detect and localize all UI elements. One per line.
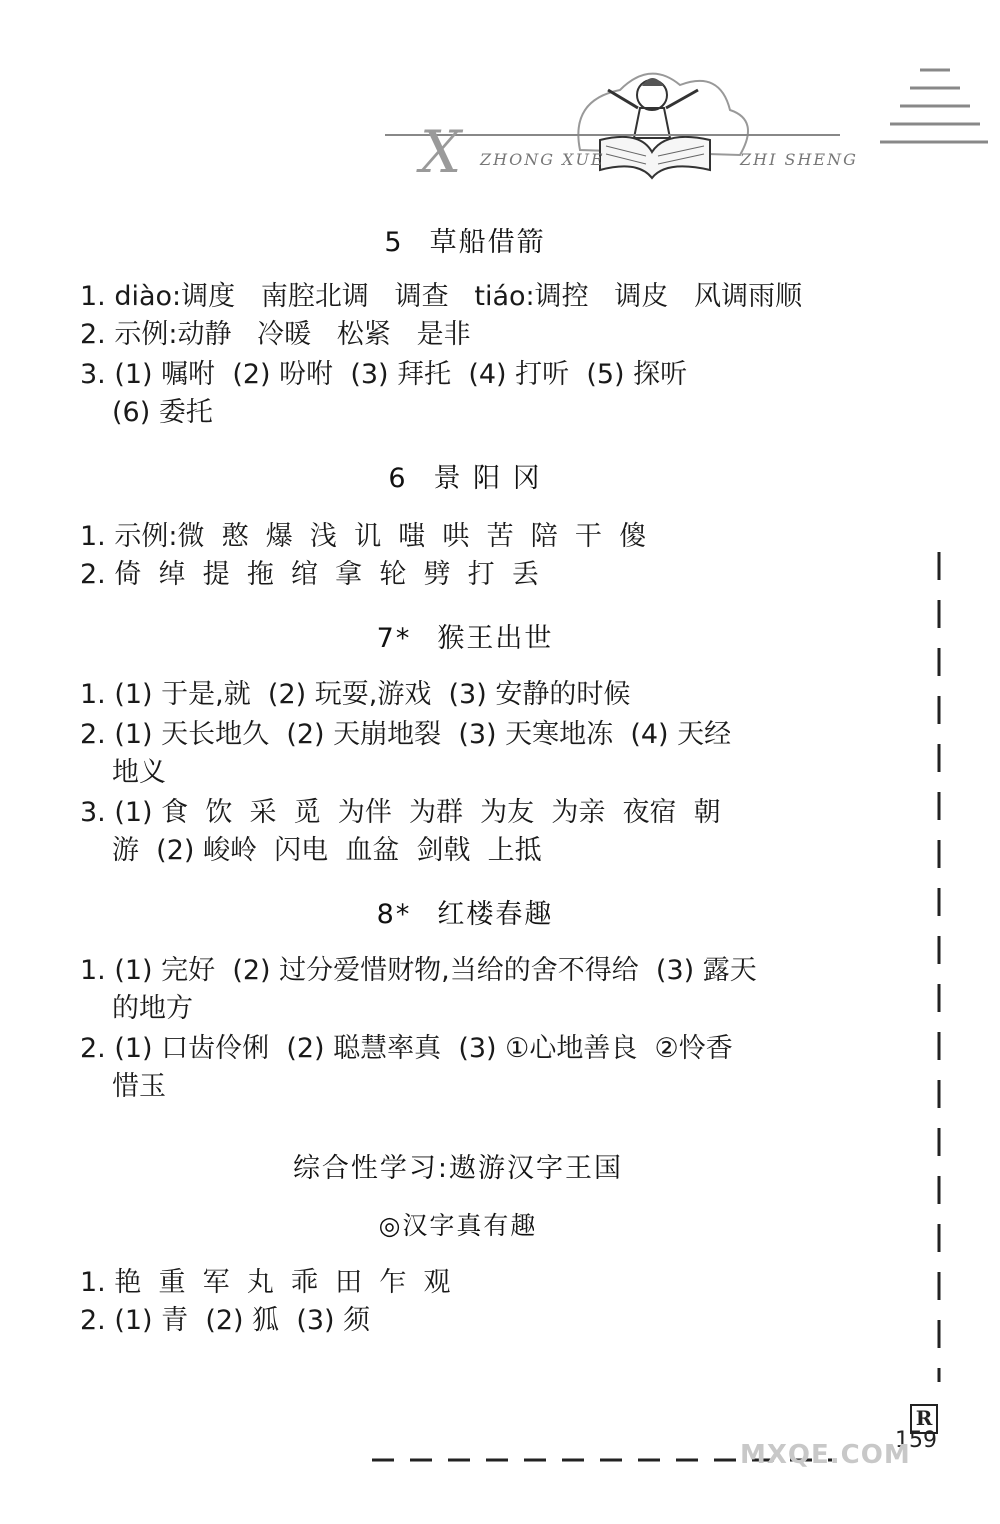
section-title-8 <box>0 892 930 931</box>
section-name: 红楼春趣 <box>437 899 554 930</box>
answer-line: 1. diào:调度 南腔北调 调查 tiáo:调控 调皮 风调雨顺 <box>80 281 803 312</box>
section-number: 5 <box>384 227 404 258</box>
page-number: 159 <box>895 1428 937 1453</box>
header-script-left: ZHONG XUE <box>480 150 605 169</box>
section-number: 6 <box>388 463 408 494</box>
answer-line: 游 (2) 峻岭 闪电 血盆 剑戟 上抵 <box>112 835 542 866</box>
watermark: MXQE.COM <box>740 1440 911 1470</box>
comprehensive-subtitle: ◎汉字真有趣 <box>378 1211 538 1240</box>
section-number: 8* <box>376 899 412 930</box>
answer-line: 的地方 <box>112 993 193 1024</box>
section-number: 7* <box>376 623 412 654</box>
answer-line: 1. 艳 重 军 丸 乖 田 乍 观 <box>80 1267 451 1298</box>
answer-line: 1. (1) 于是,就 (2) 玩耍,游戏 (3) 安静的时候 <box>80 679 631 710</box>
answer-line: 1. (1) 完好 (2) 过分爱惜财物,当给的舍不得给 (3) 露天 <box>80 955 757 986</box>
section-title-6 <box>0 456 930 495</box>
header-script-right: ZHI SHENG <box>740 150 858 169</box>
answer-line: 惜玉 <box>112 1071 166 1102</box>
answer-line: (6) 委托 <box>112 397 213 428</box>
answer-line: 3. (1) 食 饮 采 觅 为伴 为群 为友 为亲 夜宿 朝 <box>80 797 721 828</box>
header-stripes-decoration <box>870 60 990 180</box>
margin-dashed-line <box>936 552 942 1382</box>
header-big-letter: X <box>420 118 462 186</box>
answer-line: 地义 <box>112 757 166 788</box>
answer-line: 2. (1) 天长地久 (2) 天崩地裂 (3) 天寒地冻 (4) 天经 <box>80 719 732 750</box>
edition-mark: R <box>910 1404 938 1434</box>
answer-line: 1. 示例:微 憨 爆 浅 讥 嗤 哄 苦 陪 干 傻 <box>80 521 647 552</box>
answer-line: 2. 示例:动静 冷暖 松紧 是非 <box>80 319 471 350</box>
section-title-7 <box>0 616 930 655</box>
answer-line: 3. (1) 嘱咐 (2) 吩咐 (3) 拜托 (4) 打听 (5) 探听 <box>80 359 688 390</box>
section-name: 景 阳 冈 <box>433 463 542 494</box>
answer-line: 2. (1) 口齿伶俐 (2) 聪慧率真 (3) ①心地善良 ②怜香 <box>80 1033 733 1064</box>
answer-line: 2. 倚 绰 提 拖 绾 拿 轮 劈 打 丢 <box>80 559 539 590</box>
section-name: 草船借箭 <box>429 227 546 258</box>
answer-line: 2. (1) 青 (2) 狐 (3) 须 <box>80 1305 371 1336</box>
comprehensive-title: 综合性学习:遨游汉字王国 <box>292 1153 624 1184</box>
section-title-5 <box>0 220 930 259</box>
section-name: 猴王出世 <box>437 623 554 654</box>
